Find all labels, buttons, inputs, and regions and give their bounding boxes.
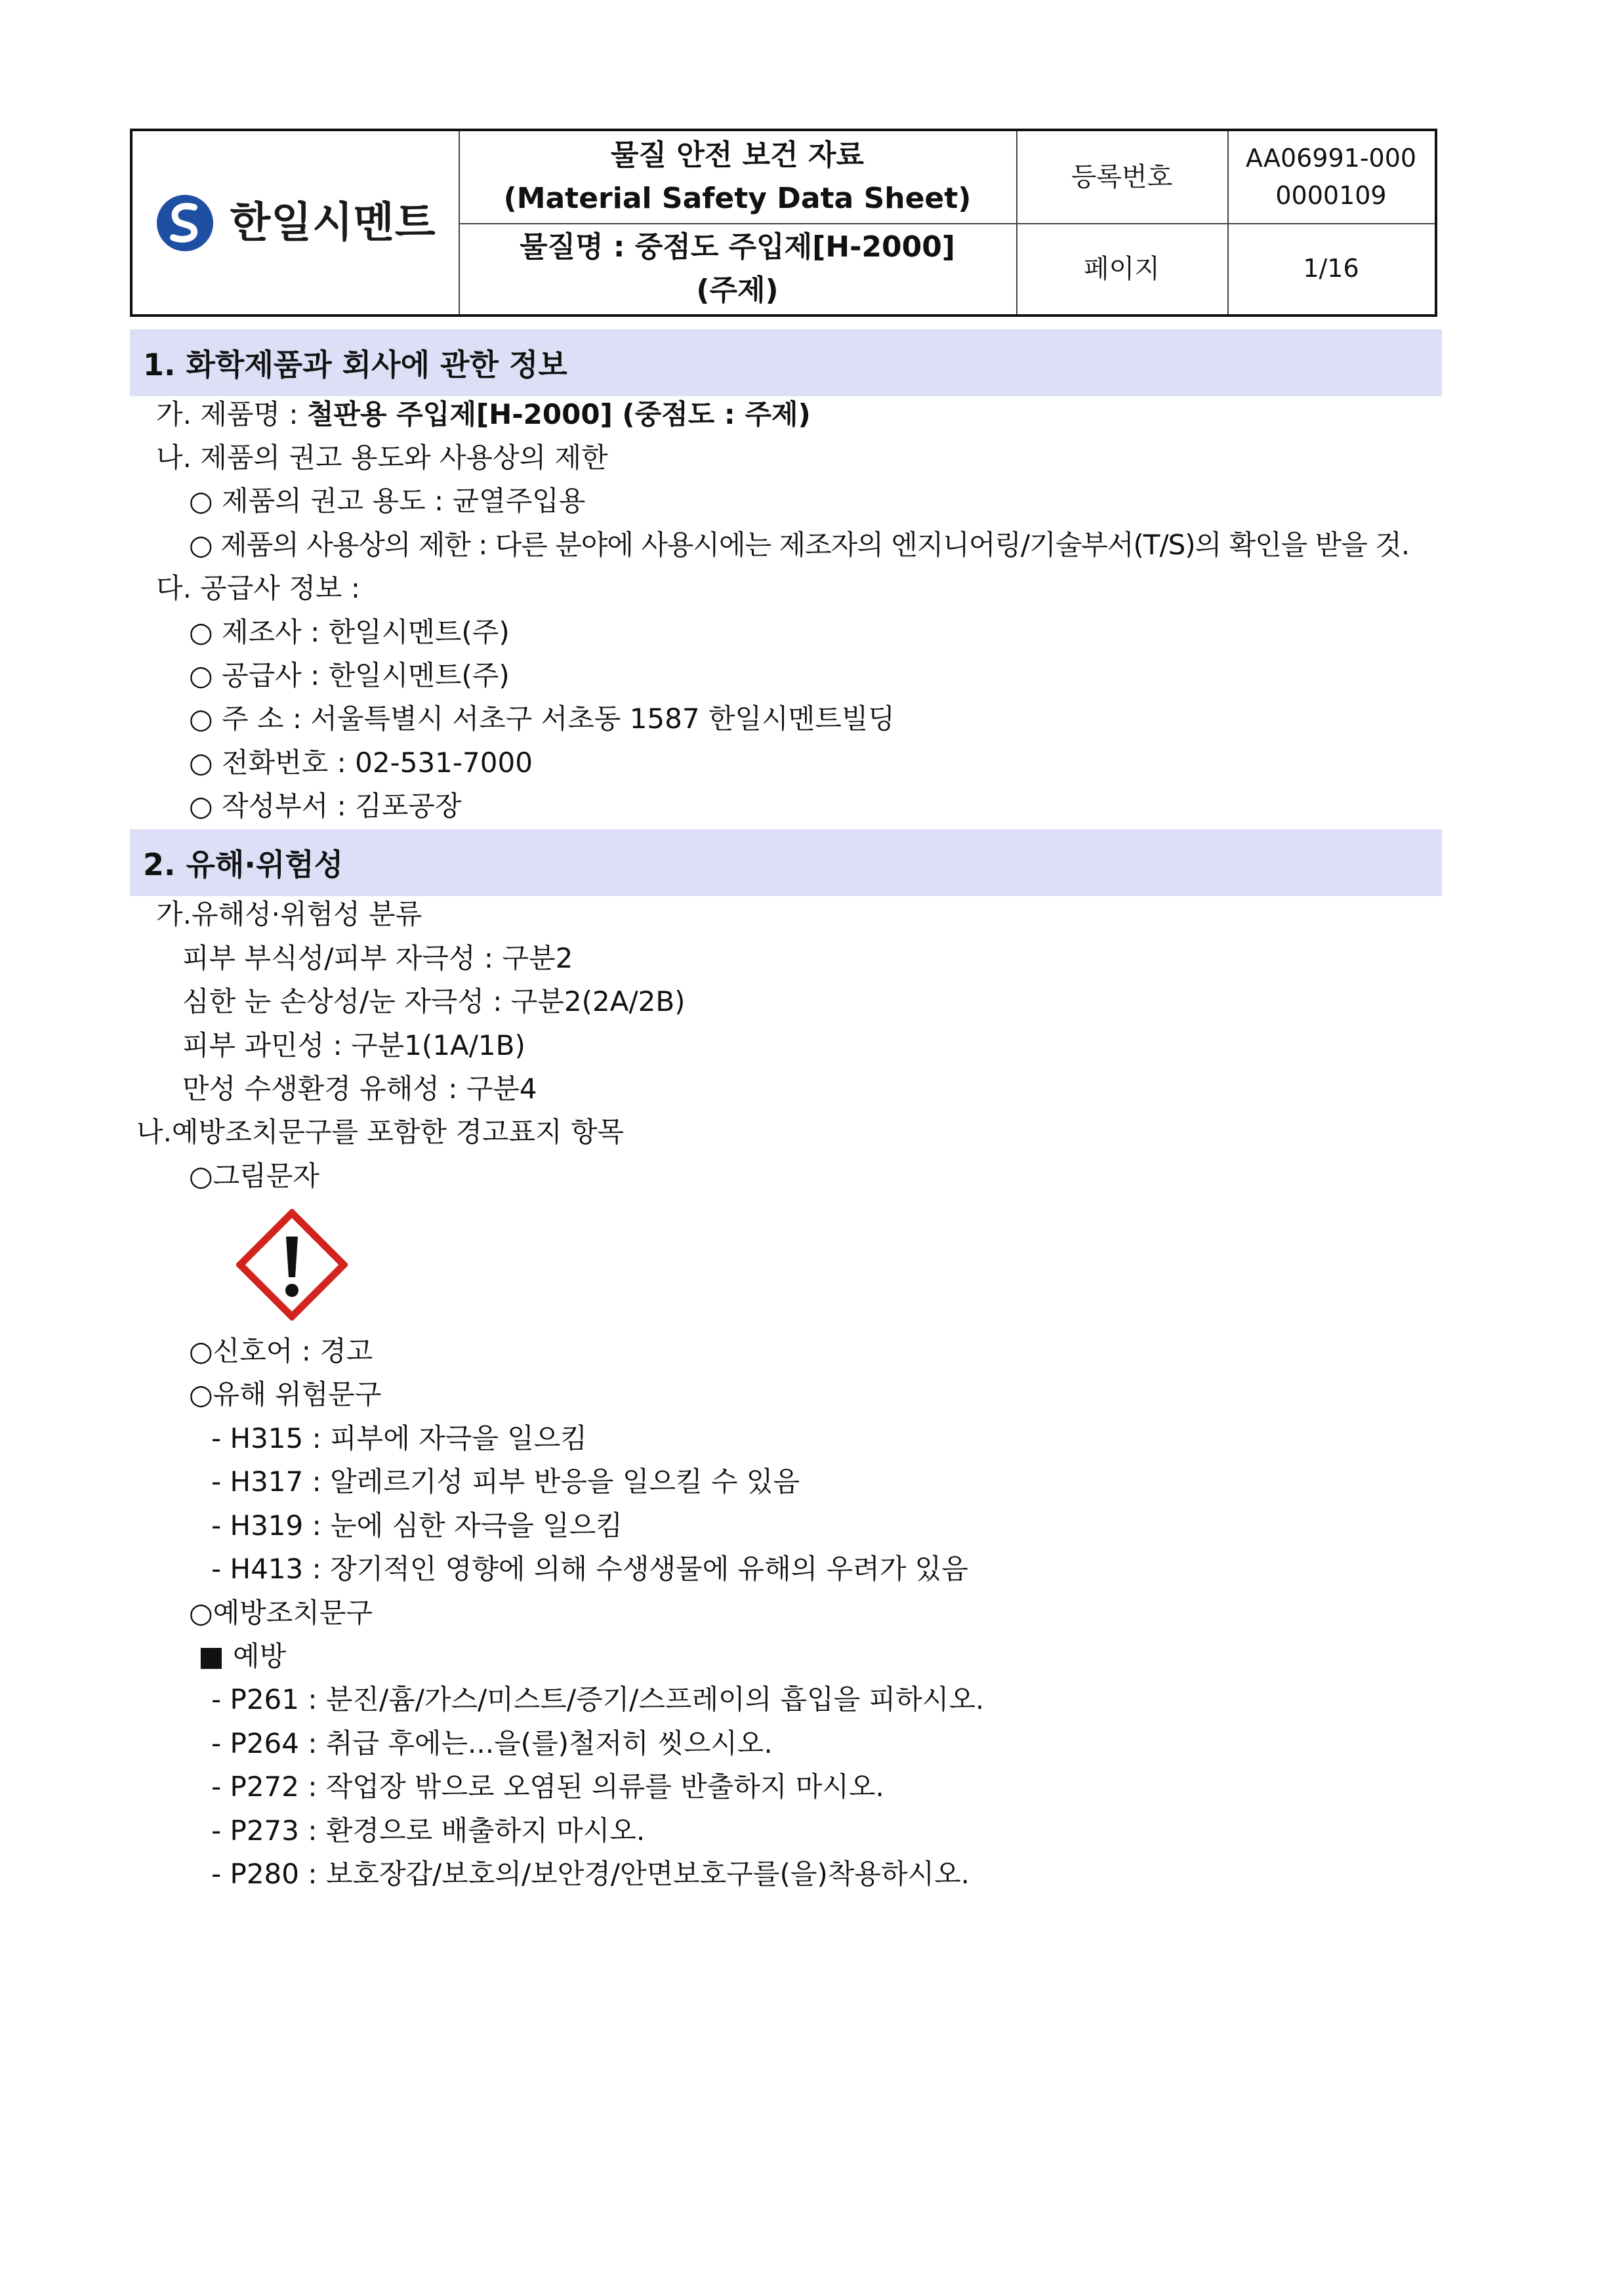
signal-word: ○신호어 : 경고 [189, 1335, 373, 1367]
hazard-statement: - H319 : 눈에 심한 자극을 일으킴 [211, 1509, 623, 1542]
company-name: 한일시멘트 [230, 198, 436, 247]
label-elements-heading: 나.예방조치문구를 포함한 경고표지 항목 [136, 1116, 625, 1148]
company-logo [133, 131, 459, 314]
section-2-heading: 2. 유해·위험성 [130, 829, 1442, 896]
prevention-statement: - P261 : 분진/흄/가스/미스트/증기/스프레이의 흡입을 피하시오. [211, 1683, 985, 1715]
classification-item: 피부 부식성/피부 자극성 : 구분2 [182, 942, 573, 974]
material-name [459, 223, 1016, 314]
use-restriction: ○ 제품의 사용상의 제한 : 다른 분야에 사용시에는 제조자의 엔지니어링/기술부서(T/S)의 확인을 받을 것. [189, 529, 1410, 561]
material-name-line1: 물질명 : 중점도 주입제[H-2000] [520, 230, 955, 264]
address: ○ 주 소 : 서울특별시 서초구 서초동 1587 한일시멘트빌딩 [189, 703, 895, 735]
hazard-statement: - H413 : 장기적인 영향에 의해 수생생물에 유해의 우려가 있음 [211, 1553, 968, 1585]
hazard-statements-heading: ○유해 위험문구 [189, 1378, 382, 1410]
classification-heading: 가.유해성·위험성 분류 [156, 898, 422, 930]
supplier-info-heading: 다. 공급사 정보 : [156, 572, 360, 604]
use-heading: 나. 제품의 권고 용도와 사용상의 제한 [156, 441, 608, 474]
registration-number-line1: AA06991-000 [1245, 144, 1417, 173]
ghs-exclamation-mark-icon [236, 1209, 348, 1321]
prevention-statement: - P280 : 보호장갑/보호의/보안경/안면보호구를(을)착용하시오. [211, 1858, 970, 1890]
classification-item: 피부 과민성 : 구분1(1A/1B) [182, 1029, 525, 1061]
prevention-statement: - P264 : 취급 후에는...을(를)철저히 씻으시오. [211, 1727, 773, 1759]
title-korean: 물질 안전 보건 자료 [611, 138, 864, 172]
writing-department: ○ 작성부서 : 김포공장 [189, 790, 462, 822]
classification-item: 만성 수생환경 유해성 : 구분4 [182, 1073, 537, 1105]
classification-item: 심한 눈 손상성/눈 자극성 : 구분2(2A/2B) [182, 985, 686, 1017]
msds-header-table [130, 129, 1437, 317]
hazard-statement: - H317 : 알레르기성 피부 반응을 일으킬 수 있음 [211, 1466, 800, 1498]
prevention-statement: - P272 : 작업장 밖으로 오염된 의류를 반출하지 마시오. [211, 1771, 884, 1803]
manufacturer: ○ 제조사 : 한일시멘트(주) [189, 616, 510, 648]
title-english: (Material Safety Data Sheet) [503, 182, 972, 215]
page-label: 페이지 [1084, 253, 1160, 284]
product-name-line [156, 398, 811, 430]
registration-number [1227, 131, 1435, 223]
prevention-statement: - P273 : 환경으로 배출하지 마시오. [211, 1814, 646, 1847]
section-1-heading: 1. 화학제품과 회사에 관한 정보 [130, 329, 1442, 396]
product-name-label: 가. 제품명 : [156, 398, 307, 430]
prevention-heading: ■ 예방 [198, 1640, 287, 1672]
hanil-s-logo-icon [155, 193, 215, 253]
document-title [459, 131, 1016, 223]
pictogram-heading: ○그림문자 [189, 1160, 319, 1192]
hazard-statement: - H315 : 피부에 자극을 일으킴 [211, 1422, 587, 1454]
precautionary-statements-heading: ○예방조치문구 [189, 1597, 373, 1629]
recommended-use: ○ 제품의 권고 용도 : 균열주입용 [189, 485, 586, 517]
supplier: ○ 공급사 : 한일시멘트(주) [189, 659, 510, 691]
registration-number-line2: 0000109 [1275, 181, 1387, 210]
page-number: 1/16 [1303, 254, 1359, 283]
product-name-value: 철판용 주입제[H-2000] (중점도 : 주제) [306, 398, 811, 430]
phone-number: ○ 전화번호 : 02-531-7000 [189, 747, 533, 779]
registration-label: 등록번호 [1071, 162, 1173, 192]
material-name-line2: (주제) [696, 273, 779, 307]
